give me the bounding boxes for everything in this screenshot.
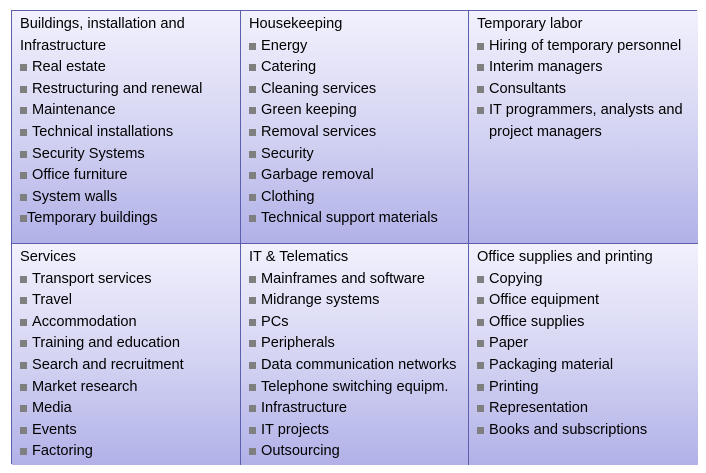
square-bullet-icon — [477, 340, 484, 347]
square-bullet-icon — [20, 384, 27, 391]
item-list — [20, 269, 234, 463]
square-bullet-icon — [20, 448, 27, 455]
square-bullet-icon — [20, 297, 27, 304]
list-item: Office furniture — [20, 165, 234, 187]
list-item: Security — [249, 144, 462, 166]
square-bullet-icon — [249, 427, 256, 434]
cell-title: Services — [20, 249, 76, 265]
square-bullet-icon — [477, 86, 484, 93]
list-item: Hiring of temporary personnel — [477, 36, 692, 58]
list-item: Removal services — [249, 122, 462, 144]
list-item: Telephone switching equipm. — [249, 377, 462, 399]
list-item: Peripherals — [249, 333, 462, 355]
cell-title: Office supplies and printing — [477, 249, 653, 265]
list-item: Energy — [249, 36, 462, 58]
square-bullet-icon — [249, 448, 256, 455]
list-item: Cleaning services — [249, 79, 462, 101]
list-item: Training and education — [20, 333, 234, 355]
cell-it-telematics — [241, 244, 469, 465]
item-list — [249, 36, 462, 230]
square-bullet-icon — [477, 405, 484, 412]
list-item: Consultants — [477, 79, 692, 101]
list-item: Outsourcing — [249, 441, 462, 463]
square-bullet-icon — [477, 43, 484, 50]
square-bullet-icon — [249, 215, 256, 222]
list-item: Travel — [20, 290, 234, 312]
square-bullet-icon — [477, 64, 484, 71]
list-item: PCs — [249, 312, 462, 334]
list-item: Factoring — [20, 441, 234, 463]
cell-title: Housekeeping — [249, 16, 343, 32]
cell-title: Buildings, installation and Infrastructure — [20, 16, 185, 54]
square-bullet-icon — [20, 194, 27, 201]
list-item: Events — [20, 420, 234, 442]
list-item: Printing — [477, 377, 692, 399]
cell-title: IT & Telematics — [249, 249, 349, 265]
cell-temporary-labor — [469, 11, 698, 244]
list-item: IT projects — [249, 420, 462, 442]
list-item: Paper — [477, 333, 692, 355]
list-item: Infrastructure — [249, 398, 462, 420]
list-item: Interim managers — [477, 57, 692, 79]
list-item: Restructuring and renewal — [20, 79, 234, 101]
square-bullet-icon — [20, 215, 27, 222]
list-item: Green keeping — [249, 100, 462, 122]
square-bullet-icon — [249, 194, 256, 201]
list-item: System walls — [20, 187, 234, 209]
item-list — [249, 269, 462, 463]
square-bullet-icon — [20, 276, 27, 283]
list-item: Market research — [20, 377, 234, 399]
square-bullet-icon — [20, 362, 27, 369]
square-bullet-icon — [249, 64, 256, 71]
square-bullet-icon — [249, 172, 256, 179]
square-bullet-icon — [249, 405, 256, 412]
item-list — [477, 36, 692, 144]
square-bullet-icon — [20, 319, 27, 326]
square-bullet-icon — [249, 129, 256, 136]
square-bullet-icon — [249, 340, 256, 347]
square-bullet-icon — [477, 297, 484, 304]
list-item: Office equipment — [477, 290, 692, 312]
item-list — [477, 269, 692, 442]
square-bullet-icon — [20, 129, 27, 136]
square-bullet-icon — [477, 427, 484, 434]
square-bullet-icon — [249, 319, 256, 326]
square-bullet-icon — [249, 107, 256, 114]
list-item: Data communication networks — [249, 355, 462, 377]
list-item: Catering — [249, 57, 462, 79]
list-item: Midrange systems — [249, 290, 462, 312]
list-item: Technical support materials — [249, 208, 462, 230]
list-item: Real estate — [20, 57, 234, 79]
square-bullet-icon — [477, 362, 484, 369]
list-item: IT programmers, analysts and project managers — [477, 100, 692, 143]
list-item: Representation — [477, 398, 692, 420]
cell-title: Temporary labor — [477, 16, 583, 32]
category-table — [11, 10, 697, 464]
square-bullet-icon — [249, 151, 256, 158]
square-bullet-icon — [477, 276, 484, 283]
square-bullet-icon — [20, 340, 27, 347]
square-bullet-icon — [477, 319, 484, 326]
square-bullet-icon — [249, 362, 256, 369]
cell-housekeeping — [241, 11, 469, 244]
list-item: Maintenance — [20, 100, 234, 122]
cell-buildings — [12, 11, 241, 244]
list-item: Copying — [477, 269, 692, 291]
square-bullet-icon — [20, 86, 27, 93]
list-item: Garbage removal — [249, 165, 462, 187]
list-item: Packaging material — [477, 355, 692, 377]
square-bullet-icon — [20, 151, 27, 158]
square-bullet-icon — [249, 43, 256, 50]
square-bullet-icon — [249, 384, 256, 391]
square-bullet-icon — [249, 86, 256, 93]
square-bullet-icon — [20, 405, 27, 412]
square-bullet-icon — [477, 384, 484, 391]
list-item: Clothing — [249, 187, 462, 209]
list-item: Technical installations — [20, 122, 234, 144]
list-item: Mainframes and software — [249, 269, 462, 291]
list-item: Search and recruitment — [20, 355, 234, 377]
list-item: Books and subscriptions — [477, 420, 692, 442]
list-item: Temporary buildings — [20, 208, 234, 230]
square-bullet-icon — [20, 107, 27, 114]
cell-services — [12, 244, 241, 465]
square-bullet-icon — [20, 172, 27, 179]
square-bullet-icon — [249, 276, 256, 283]
list-item: Office supplies — [477, 312, 692, 334]
item-list — [20, 57, 234, 230]
list-item: Accommodation — [20, 312, 234, 334]
cell-office-supplies — [469, 244, 698, 465]
list-item: Security Systems — [20, 144, 234, 166]
list-item: Transport services — [20, 269, 234, 291]
square-bullet-icon — [20, 427, 27, 434]
square-bullet-icon — [20, 64, 27, 71]
square-bullet-icon — [477, 107, 484, 114]
list-item: Media — [20, 398, 234, 420]
square-bullet-icon — [249, 297, 256, 304]
